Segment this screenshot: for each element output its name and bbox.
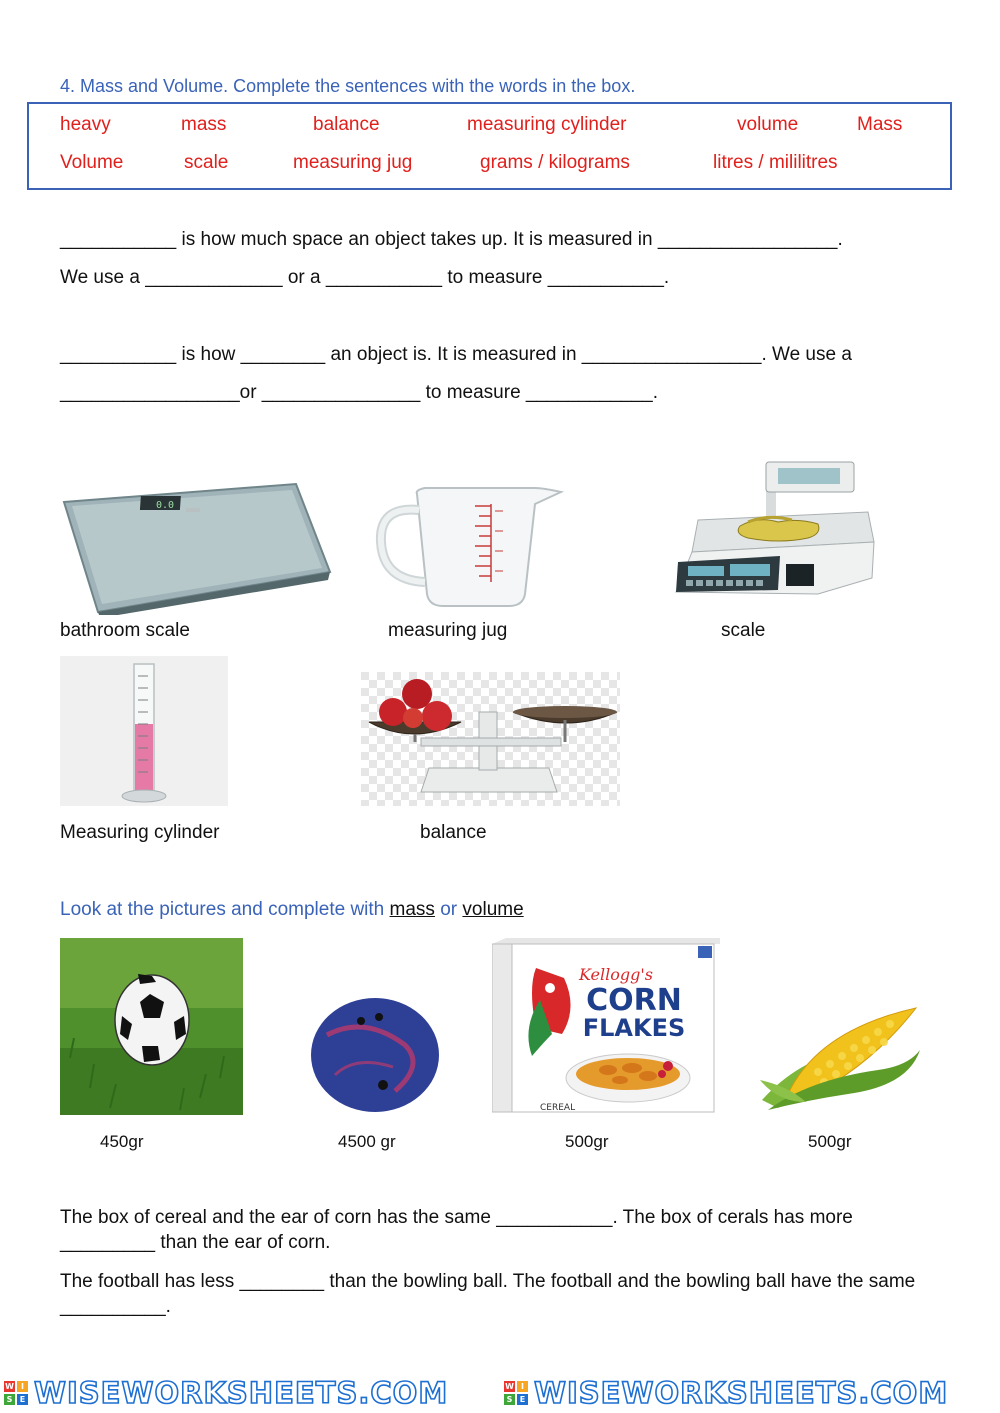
word-measuring-jug: measuring jug: [293, 152, 413, 173]
word-box: [27, 102, 952, 190]
measuring-cylinder-image: [60, 656, 228, 806]
section2-heading: [60, 899, 524, 921]
measuring-jug-image: [375, 484, 565, 609]
caption-bathroom-scale: bathroom scale: [60, 620, 190, 641]
scale-display-text: 0.0: [156, 500, 175, 511]
section2-volume: volume: [462, 899, 524, 920]
commercial-scale-image: [668, 460, 878, 610]
section2-lead: Look at the pictures and complete with: [60, 899, 385, 920]
logo-tile-i: I: [17, 1381, 28, 1392]
footer-brand-left: WISEWORKSHEETS.COM: [34, 1376, 449, 1410]
caption-measuring-jug: measuring jug: [388, 620, 508, 641]
weight-corn: 500gr: [808, 1132, 852, 1151]
word-volume: volume: [737, 114, 799, 135]
word-mass: mass: [181, 114, 227, 135]
logo-tile-e: E: [517, 1394, 528, 1405]
cereal-brand-text: Kellogg's: [579, 965, 653, 984]
paragraph-cereal-corn: The box of cereal and the ear of corn has the same ___________. The box of cerals has more _________ than the ear of corn.: [60, 1207, 853, 1253]
caption-measuring-cylinder: Measuring cylinder: [60, 822, 220, 843]
cereal-flakes-text: FLAKES: [582, 1014, 686, 1042]
footer-logo-right: [504, 1375, 948, 1411]
cereal-bottom-text: CEREAL: [540, 1103, 576, 1113]
exercise-heading: 4. Mass and Volume. Complete the sentences with the words in the box.: [60, 76, 636, 96]
logo-tile-w: W: [505, 1382, 514, 1391]
logo-tiles-icon: [504, 1381, 528, 1405]
weight-bowling-ball: 4500 gr: [338, 1132, 396, 1151]
logo-tile-e: E: [17, 1394, 28, 1405]
caption-scale: scale: [721, 620, 766, 641]
section2-or: or: [440, 899, 458, 920]
logo-tile-w: W: [5, 1382, 14, 1391]
football-image: [60, 938, 243, 1115]
logo-tile-s: S: [4, 1394, 15, 1405]
word-volume-capital: Volume: [60, 152, 124, 173]
sentence-1: ___________ is how much space an object takes up. It is measured in _________________.: [60, 229, 843, 250]
word-measuring-cylinder: measuring cylinder: [467, 114, 627, 135]
word-mass-capital: Mass: [857, 114, 903, 135]
weight-football: 450gr: [100, 1132, 144, 1151]
logo-tiles-icon: [4, 1381, 28, 1405]
logo-tile-i: I: [517, 1381, 528, 1392]
corn-image: [758, 990, 923, 1115]
word-balance: balance: [313, 114, 380, 135]
word-litres-mililitres: litres / mililitres: [713, 152, 838, 173]
bowling-ball-image: [305, 995, 445, 1115]
sentence-3: ___________ is how ________ an object is. It is measured in _________________. We use a: [60, 344, 852, 365]
word-grams-kilograms: grams / kilograms: [480, 152, 630, 173]
word-heavy: heavy: [60, 114, 111, 135]
paragraph-football-bowling: The football has less ________ than the bowling ball. The football and the bowling ball have the same __________.: [60, 1271, 916, 1317]
caption-balance: balance: [420, 822, 487, 843]
sentence-4: _________________or _______________ to measure ____________.: [60, 382, 658, 403]
sentence-2: We use a _____________ or a ___________ to measure ___________.: [60, 267, 670, 288]
weight-cereal: 500gr: [565, 1132, 609, 1151]
cereal-corn-text: CORN: [586, 983, 682, 1018]
word-scale: scale: [184, 152, 229, 173]
balance-image: [361, 672, 620, 806]
section2-mass: mass: [389, 899, 435, 920]
cereal-box-image: [492, 938, 722, 1120]
bathroom-scale-image: [60, 480, 332, 615]
footer-brand-right: WISEWORKSHEETS.COM: [534, 1376, 949, 1410]
logo-tile-s: S: [504, 1394, 515, 1405]
footer-logo-left: [4, 1375, 448, 1411]
